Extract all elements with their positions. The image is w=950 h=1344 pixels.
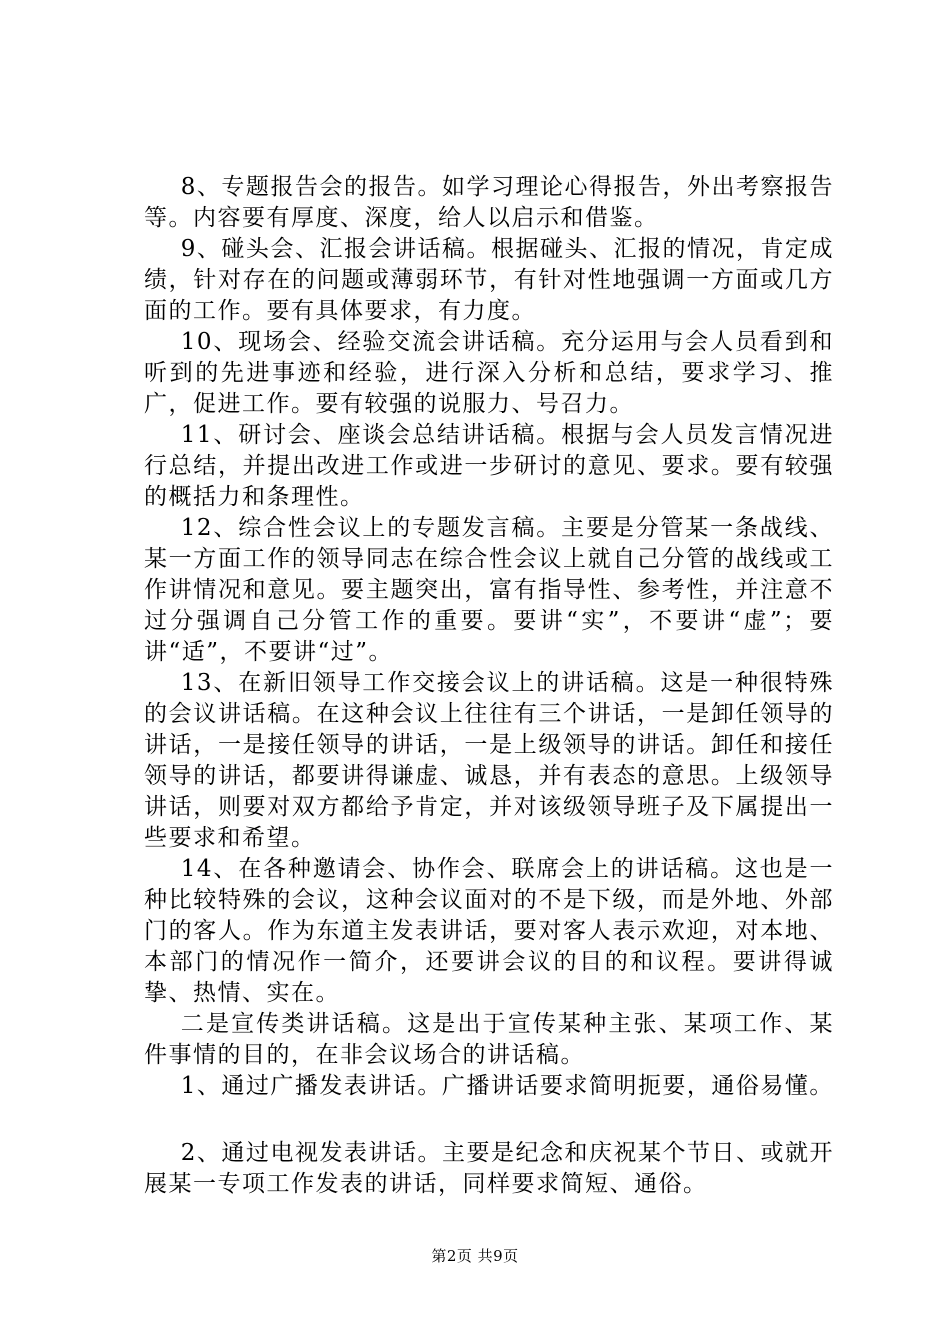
paragraph-tv-speech: 2、通过电视发表讲话。主要是纪念和庆祝某个节日、或就开展某一专项工作发表的讲话，同样要求简短、通俗。 bbox=[144, 1140, 834, 1197]
document-body bbox=[144, 172, 834, 1200]
paragraph-item-10: 10、现场会、经验交流会讲话稿。充分运用与会人员看到和听到的先进事迹和经验，进行深入分析和总结，要求学习、推广，促进工作。要有较强的说服力、号召力。 bbox=[144, 329, 834, 417]
paragraph-item-8: 8、专题报告会的报告。如学习理论心得报告，外出考察报告等。内容要有厚度、深度，给人以启示和借鉴。 bbox=[144, 174, 834, 231]
page-number-footer: 第2页 共9页 bbox=[431, 1247, 519, 1265]
paragraph-broadcast-speech: 1、通过广播发表讲话。广播讲话要求简明扼要，通俗易懂。 bbox=[180, 1073, 834, 1099]
paragraph-item-13: 13、在新旧领导工作交接会议上的讲话稿。这是一种很特殊的会议讲话稿。在这种会议上往往有三个讲话，一是卸任领导的讲话，一是接任领导的讲话，一是上级领导的讲话。卸任和接任领导的讲话，都要讲得谦虚、诚恳，并有表态的意思。上级领导讲话，则要对双方都给予肯定，并对该级领导班子及下属提出一些要求和希望。 bbox=[144, 670, 834, 851]
paragraph-item-14: 14、在各种邀请会、协作会、联席会上的讲话稿。这也是一种比较特殊的会议，这种会议面对的不是下级，而是外地、外部门的客人。作为东道主发表讲话，要对客人表示欢迎，对本地、本部门的情况作一简介，还要讲会议的目的和议程。要讲得诚挚、热情、实在。 bbox=[144, 856, 834, 1006]
paragraph-item-11: 11、研讨会、座谈会总结讲话稿。根据与会人员发言情况进行总结，并提出改进工作或进一步研讨的意见、要求。要有较强的概括力和条理性。 bbox=[144, 422, 834, 510]
paragraph-item-9: 9、碰头会、汇报会讲话稿。根据碰头、汇报的情况，肯定成绩，针对存在的问题或薄弱环节，有针对性地强调一方面或几方面的工作。要有具体要求，有力度。 bbox=[144, 236, 834, 324]
paragraph-item-12: 12、综合性会议上的专题发言稿。主要是分管某一条战线、某一方面工作的领导同志在综合性会议上就自己分管的战线或工作讲情况和意见。要主题突出，富有指导性、参考性，并注意不过分强调自己分管工作的重要。要讲“实”，不要讲“虚”；要讲“适”，不要讲“过”。 bbox=[144, 515, 834, 665]
paragraph-propaganda-speech: 二是宣传类讲话稿。这是出于宣传某种主张、某项工作、某件事情的目的，在非会议场合的讲话稿。 bbox=[144, 1011, 834, 1068]
